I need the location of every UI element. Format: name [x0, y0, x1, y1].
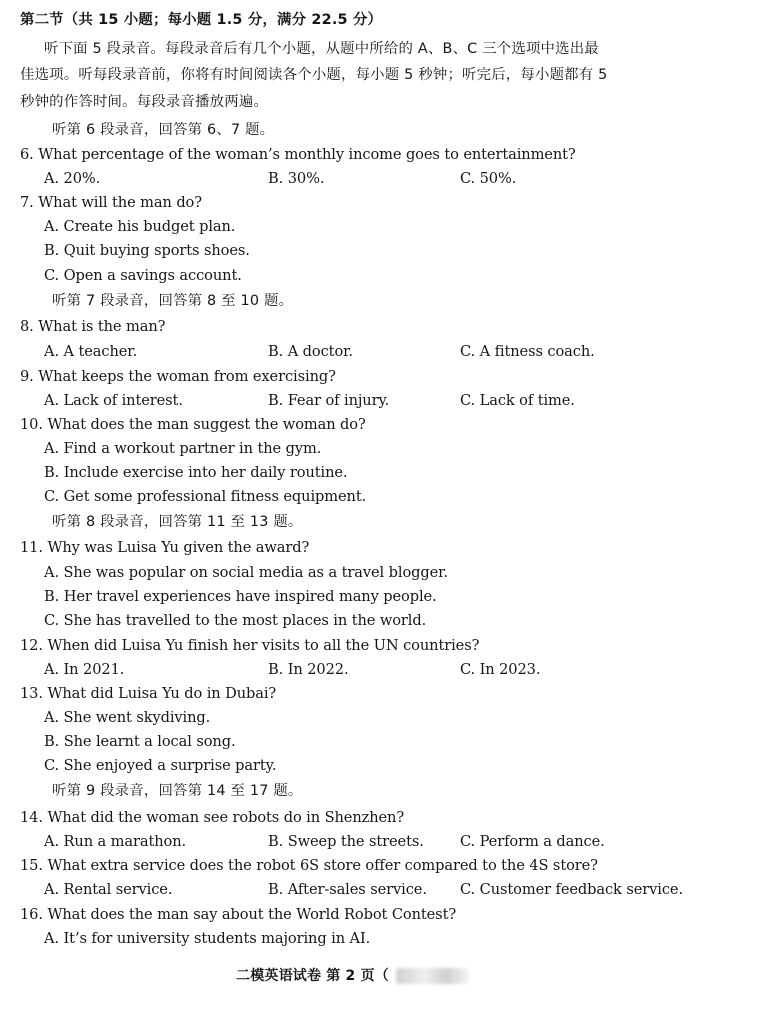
segment-7-heading: 听第 7 段录音，回答第 8 至 10 题。	[52, 293, 294, 309]
option-10a: A. Find a workout partner in the gym.	[44, 440, 322, 457]
option-11a: A. She was popular on social media as a travel blogger.	[44, 564, 448, 581]
option-8b: B. A doctor.	[268, 343, 353, 360]
option-13c: C. She enjoyed a surprise party.	[44, 757, 277, 774]
question-11: 11. Why was Luisa Yu given the award?	[20, 539, 310, 556]
question-6: 6. What percentage of the woman’s monthly income goes to entertainment?	[20, 146, 576, 163]
question-6-options	[44, 169, 744, 189]
option-8c: C. A fitness coach.	[460, 343, 595, 360]
question-15-options	[44, 880, 744, 900]
option-12b: B. In 2022.	[268, 661, 349, 678]
option-6c: C. 50%.	[460, 170, 517, 187]
question-16: 16. What does the man say about the World Robot Contest?	[20, 906, 457, 923]
option-11c: C. She has travelled to the most places in the world.	[44, 612, 427, 629]
instruction-line-3: 秒钟的作答时间。每段录音播放两遍。	[20, 94, 269, 110]
option-9c: C. Lack of time.	[460, 392, 575, 409]
blurred-footer-mark	[396, 968, 468, 984]
page-footer: 二模英语试卷 第 2 页（	[236, 968, 389, 984]
option-8a: A. A teacher.	[44, 343, 138, 360]
instruction-line-2: 佳选项。听每段录音前，你将有时间阅读各个小题，每小题 5 秒钟；听完后，每小题都有 5	[20, 67, 608, 83]
segment-8-heading: 听第 8 段录音，回答第 11 至 13 题。	[52, 514, 303, 530]
section-title: 第二节（共 15 小题；每小题 1.5 分，满分 22.5 分）	[20, 12, 383, 28]
question-12: 12. When did Luisa Yu finish her visits to all the UN countries?	[20, 637, 480, 654]
option-13a: A. She went skydiving.	[44, 709, 211, 726]
question-8-options	[44, 342, 744, 362]
question-12-options	[44, 660, 744, 680]
question-8: 8. What is the man?	[20, 318, 166, 335]
option-6a: A. 20%.	[44, 170, 101, 187]
option-15b: B. After-sales service.	[268, 881, 427, 898]
question-15: 15. What extra service does the robot 6S store offer compared to the 4S store?	[20, 857, 598, 874]
option-15a: A. Rental service.	[44, 881, 173, 898]
option-10c: C. Get some professional fitness equipment.	[44, 488, 367, 505]
option-7b: B. Quit buying sports shoes.	[44, 242, 250, 259]
question-7: 7. What will the man do?	[20, 194, 202, 211]
option-9b: B. Fear of injury.	[268, 392, 390, 409]
option-14b: B. Sweep the streets.	[268, 833, 424, 850]
instruction-line-1: 听下面 5 段录音。每段录音后有几个小题，从题中所给的 A、B、C 三个选项中选出最	[44, 41, 599, 57]
segment-9-heading: 听第 9 段录音，回答第 14 至 17 题。	[52, 783, 303, 799]
option-12c: C. In 2023.	[460, 661, 541, 678]
question-14: 14. What did the woman see robots do in Shenzhen?	[20, 809, 405, 826]
option-11b: B. Her travel experiences have inspired many people.	[44, 588, 437, 605]
option-15c: C. Customer feedback service.	[460, 881, 683, 898]
option-14a: A. Run a marathon.	[44, 833, 187, 850]
option-12a: A. In 2021.	[44, 661, 125, 678]
question-13: 13. What did Luisa Yu do in Dubai?	[20, 685, 277, 702]
question-9-options	[44, 391, 744, 411]
option-10b: B. Include exercise into her daily routine.	[44, 464, 348, 481]
option-14c: C. Perform a dance.	[460, 833, 605, 850]
option-16a: A. It’s for university students majoring in AI.	[44, 930, 371, 947]
segment-6-heading: 听第 6 段录音，回答第 6、7 题。	[52, 122, 275, 138]
question-9: 9. What keeps the woman from exercising?	[20, 368, 336, 385]
question-10: 10. What does the man suggest the woman do?	[20, 416, 366, 433]
question-14-options	[44, 832, 744, 852]
option-7c: C. Open a savings account.	[44, 267, 242, 284]
option-7a: A. Create his budget plan.	[44, 218, 236, 235]
option-13b: B. She learnt a local song.	[44, 733, 236, 750]
option-9a: A. Lack of interest.	[44, 392, 183, 409]
option-6b: B. 30%.	[268, 170, 325, 187]
